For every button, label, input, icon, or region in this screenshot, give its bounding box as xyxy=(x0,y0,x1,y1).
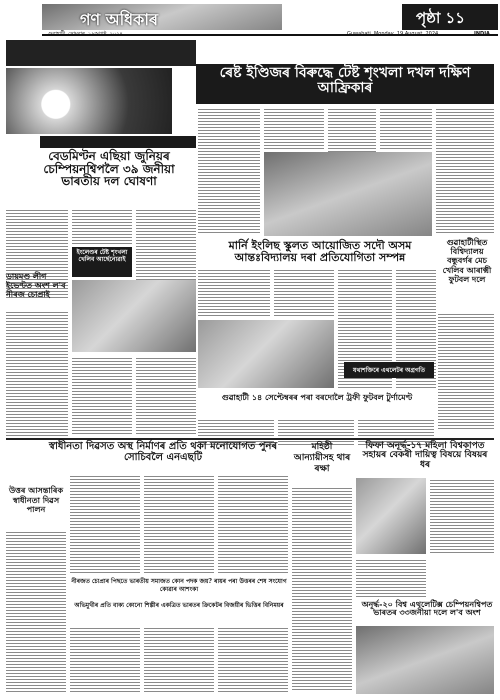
england-article-col2 xyxy=(136,356,196,436)
masthead-date-left: গুৱাহাটী, সোমবাৰ, ১৯আগষ্ট, ২০২৪ xyxy=(48,31,123,37)
fifa-article-col1 xyxy=(430,478,494,554)
shuttlecock-photo-title xyxy=(6,40,196,66)
school-photo xyxy=(198,320,334,388)
bottom-mid-article-col2 xyxy=(144,626,214,694)
cricket-article-col1 xyxy=(198,107,260,235)
left-mid-headline: ডায়মণ্ড লীগ ইভেণ্টত অংশ ল'ব নীৰজ চোপ্ৰাই xyxy=(6,271,66,300)
school-article-col1 xyxy=(198,268,270,318)
independence-headline: স্বাধীনতা দিৱসত অস্থ নিৰ্মাণৰ প্ৰতি থকা মনোযোগত পুনৰ সোচিবলৈ এনএছটি xyxy=(48,441,278,463)
school-article-col2 xyxy=(274,268,334,318)
cricket-article-col2 xyxy=(264,107,324,151)
bottom-mid-article-col1 xyxy=(70,626,140,694)
england-photo xyxy=(72,280,196,352)
school-headline: মাৰ্নি ইংলিছ স্কুলত আয়োজিত সদৌ অসম আন্তঃবিদ্যালয় দৰা প্ৰতিযোগিতা সম্পন্ন xyxy=(228,239,412,264)
badminton-headline: বেডমিণ্টন এছিয়া জুনিয়ৰ চেম্পিয়নশ্বিপলৈ ৩৯ জনীয়া ভাৰতীয় দল ঘোষণা xyxy=(43,149,175,189)
england-headline: ইংলেণ্ডৰ টেষ্ট শৃংখলা খেলিব আৰ্ছেনোৱাই xyxy=(76,249,128,264)
bottom-wide-headline: অভিমুখীৰ প্ৰতি বাক্য কোনো শিল্পীৰ একত্ৰিত ভাৰতৰ ক্ৰিকেটৰ বিজয়ীৰ ভিত্তিৰ বিনিময়ৰ xyxy=(74,602,284,609)
independence-article-col2 xyxy=(144,474,214,574)
cricket-article-col5 xyxy=(436,107,494,235)
badminton-article-col2 xyxy=(72,208,132,244)
shuttlecock-photo xyxy=(6,68,172,134)
masthead-photo-strip xyxy=(42,4,282,30)
page-number: পৃষ্ঠা ১১ xyxy=(416,9,465,27)
masthead-date-right: Guwahati, Monday, 19 August, 2024 xyxy=(347,31,439,37)
football-headline: গুৱাহাটী ১৪ সেপ্টেম্বৰৰ পৰা বৰদোলৈ ট্ৰফী ফুটবল টুৰ্ণামেণ্ট xyxy=(221,392,413,402)
bottom-left-headline: উত্তৰ আসন্তাৰিক স্বাধীনতা দিৱস পালন xyxy=(8,485,64,515)
bottom-left-article xyxy=(6,530,66,694)
india-tag: INDIA xyxy=(474,31,490,37)
anurdhwa-headline: অনূৰ্দ্ধ-২০ বিশ্ব এথলেটিক্স চেম্পিয়নশ্বিপত ভাৰতৰ ৩৩জনীয়া দলে ল'ব অংশ xyxy=(361,599,493,618)
mid-col-article xyxy=(292,486,352,690)
anurdhwa-photo xyxy=(356,626,494,694)
masthead-section-title: গণ অধিকাৰ xyxy=(80,10,158,29)
right-col-headline: গুৱাহাটীস্থিত বিশ্বিদ্যালয় বন্ধুবৰ্গৰ মেচ খেলিব আৰাক্মী ফুটবল দলে xyxy=(442,237,492,284)
bottom-mid-headline: নীৰজত চোপ্ৰাৰ পিছতে ভাৰতীয় সমাজত কোন পদক জয়? ৰায়ৰ পৰা উত্তৰৰ শেষ সংযোগ কোৱাৰ আশংকা xyxy=(71,578,287,593)
badminton-headline-banner xyxy=(40,136,196,148)
masthead xyxy=(42,4,498,36)
mid-col-headline: মহিষ্ঠী আন্যায়ীসহ থাৰ ৰক্ষা xyxy=(293,442,351,474)
cricket-article-col4 xyxy=(380,107,432,151)
england-article-col1 xyxy=(72,356,132,436)
independence-article-col3 xyxy=(218,474,288,574)
left-mid-article xyxy=(6,310,68,436)
cricket-photo xyxy=(264,152,432,236)
top-headline: ৰেষ্ট ইণ্ডিজৰ বিৰুদ্ধে টেষ্ট শৃংখলা দখল দক্ষিণ আফ্ৰিকাৰ xyxy=(219,65,471,96)
bottom-mid-article-col3 xyxy=(218,626,288,694)
independence-article-col1 xyxy=(70,474,140,574)
fifa-article-col2 xyxy=(356,558,426,598)
fifa-headline: ফিফা অনূৰ্দ্ধ-১৭ মহিলা বিশ্বকাপত সহায়ৰ বেকৰী দায়িত্ব বিষয়ে বিষয়ৰ ধৰ xyxy=(362,441,488,470)
right-col-article xyxy=(438,312,494,430)
runner-strip-headline: যথাশক্তিৰে এথলেটৰ অগ্ৰগতি xyxy=(353,367,425,374)
section-divider xyxy=(6,438,494,440)
fifa-photo xyxy=(356,478,426,554)
